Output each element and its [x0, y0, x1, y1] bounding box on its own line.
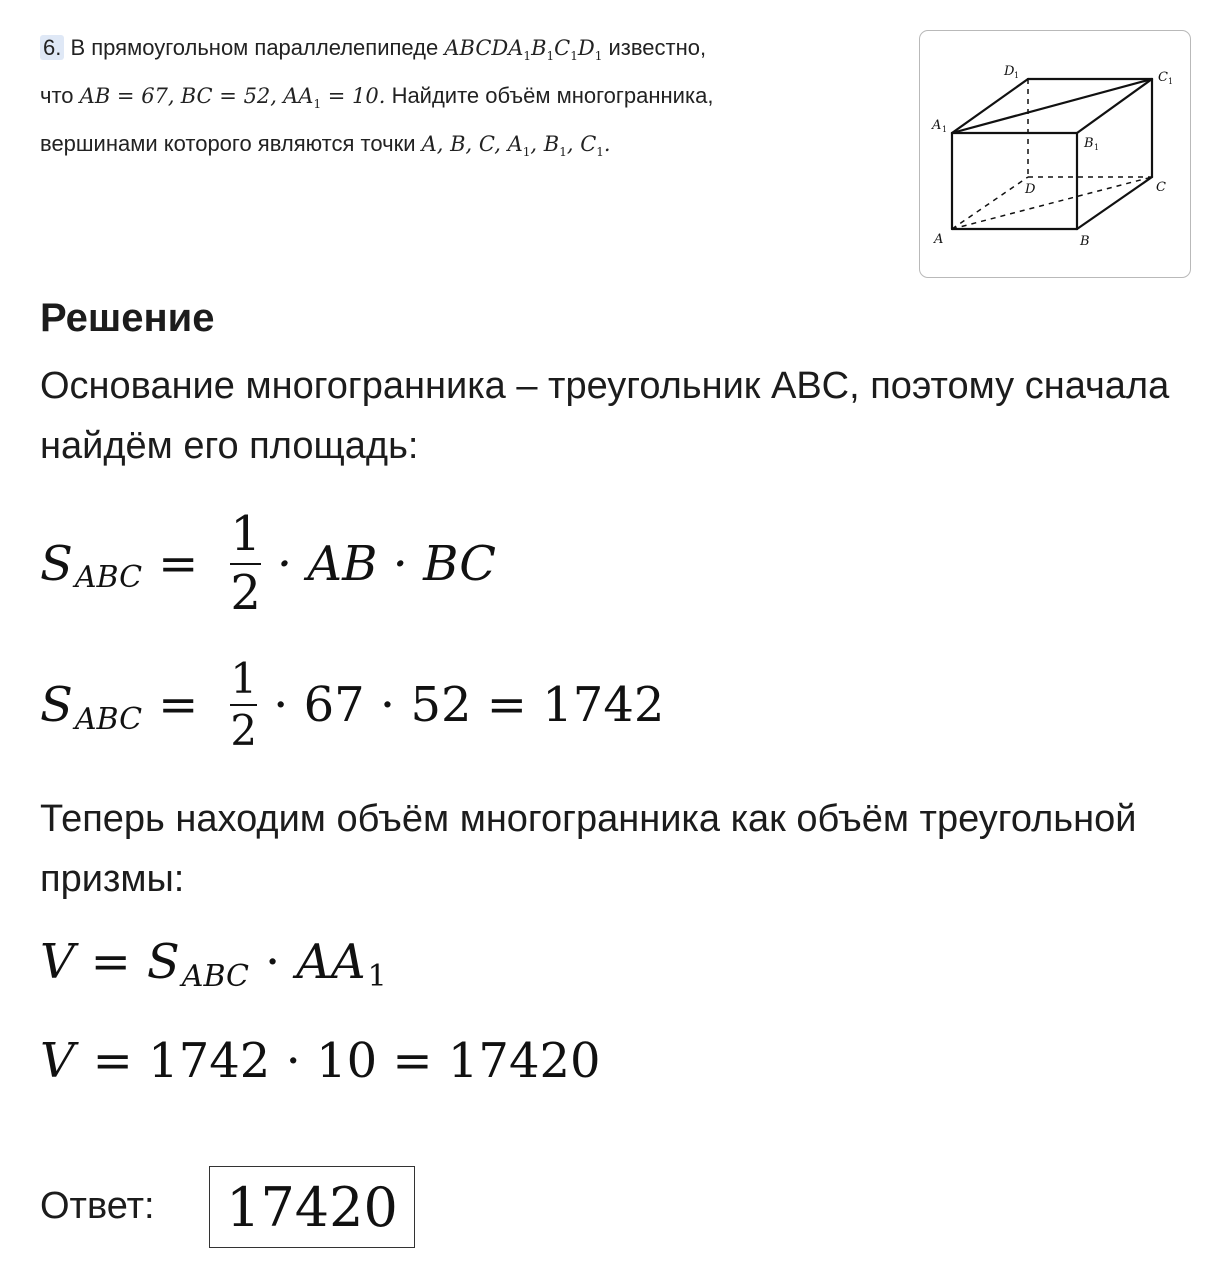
edge-ac-hidden	[952, 177, 1152, 229]
answer-label: Ответ:	[40, 1185, 155, 1227]
formula-area-computation: S ABC = $\frac{1}{2}$ · 67 · 52 = 1742	[40, 654, 665, 756]
formula-volume-computation: V = 1742 · 10 = 17420	[40, 1033, 601, 1089]
label-b: B	[1080, 234, 1090, 249]
problem-text-1: В прямоугольном параллелепипеде	[70, 35, 439, 60]
label-b1: B	[1084, 136, 1094, 151]
label-d1: D	[1004, 64, 1015, 79]
problem-statement	[40, 28, 900, 173]
problem-text-4: Найдите объём многогранника,	[391, 83, 714, 109]
problem-text-2: известно,	[608, 35, 707, 60]
bc-value: BC = 52,	[180, 84, 277, 109]
label-c1: C	[1158, 70, 1168, 85]
ab-value: AB = 67,	[79, 84, 175, 109]
points-list: A, B, C, $A_1$, $B_1$, $C_1$.	[421, 132, 611, 160]
label-a1: A	[932, 118, 942, 133]
answer-box: 17420	[209, 1166, 415, 1248]
solution-heading: Решение	[40, 296, 215, 340]
solid-name: $ABCDA_1B_1C_1D_1$	[444, 36, 603, 64]
svg-text:1: 1	[1168, 77, 1174, 86]
label-c: C	[1156, 180, 1166, 195]
label-a: A	[934, 232, 944, 247]
problem-line-3	[40, 124, 900, 172]
svg-text:1: 1	[1014, 71, 1020, 80]
solution-paragraph-2: Теперь находим объём многогранника как объём треугольной призмы:	[40, 798, 1137, 900]
solution-paragraph-1: Основание многогранника – треугольник ABC, поэтому сначала найдём его площадь:	[40, 365, 1170, 467]
edge-b1c1	[1077, 79, 1152, 133]
problem-line-1	[40, 28, 900, 76]
svg-text:1: 1	[942, 125, 948, 134]
problem-text-3: что	[40, 83, 74, 109]
fraction-one-half: $\frac{1}{2}$	[230, 654, 258, 756]
edge-a1d1	[952, 79, 1028, 133]
formula-area-definition: S ABC = $\frac{1}{2}$ · AB · BC	[40, 506, 497, 621]
edge-a1c1	[952, 79, 1152, 133]
problem-line-2	[40, 76, 900, 124]
aa1-value: $AA_1 = 10$.	[283, 84, 386, 112]
label-d: D	[1025, 182, 1036, 197]
edge-bc	[1077, 177, 1152, 229]
problem-text-5: вершинами которого являются точки	[40, 131, 416, 157]
parallelepiped-diagram	[920, 31, 1190, 277]
fraction-one-half: $\frac{1}{2}$	[230, 506, 261, 621]
svg-text:1: 1	[1094, 143, 1100, 152]
parallelepiped-figure	[919, 30, 1191, 278]
problem-number: 6.	[40, 35, 64, 60]
edge-ad-hidden	[952, 177, 1028, 229]
formula-volume-definition: V = S ABC · AA 1	[40, 934, 387, 994]
